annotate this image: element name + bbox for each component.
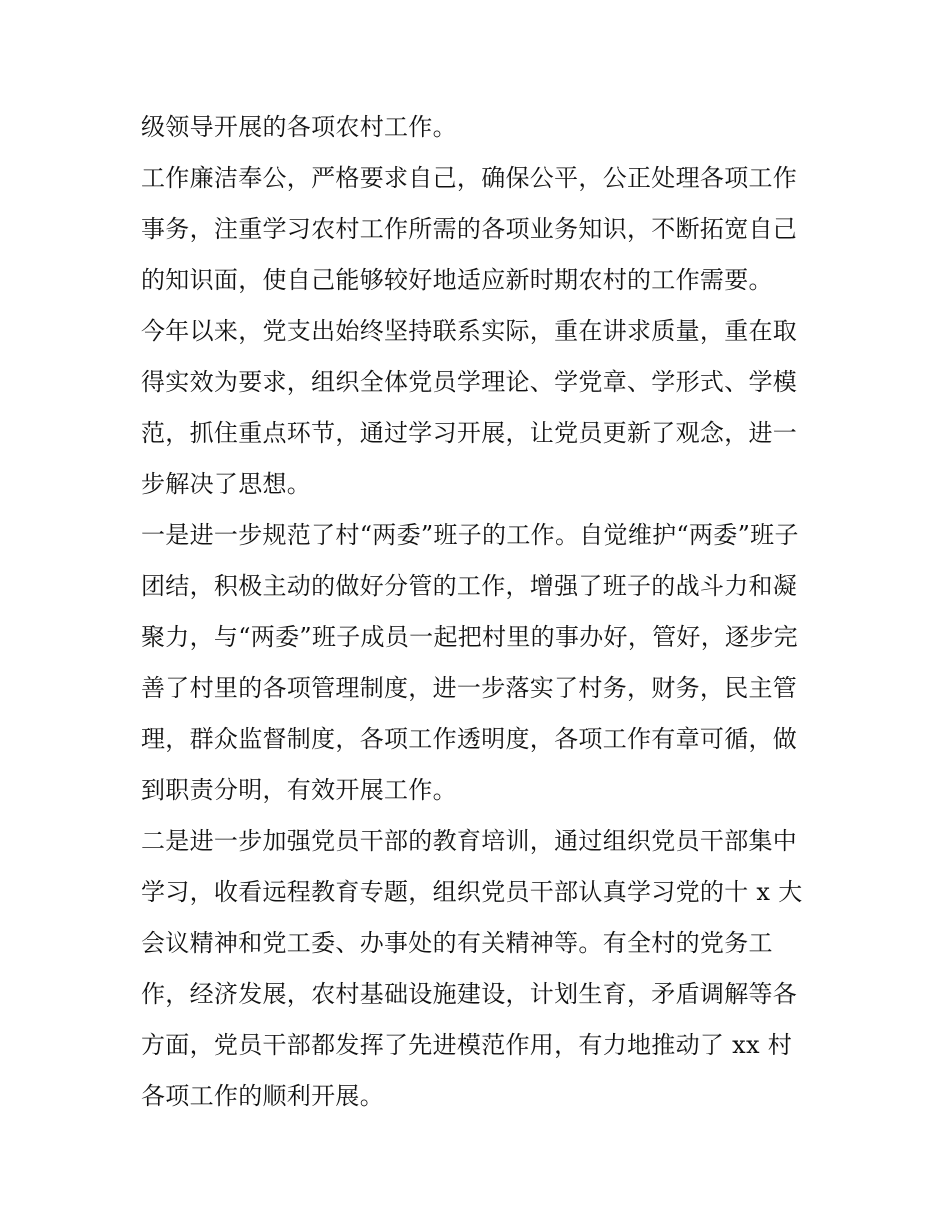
text-line: 聚力，与“两委”班子成员一起把村里的事办好，管好，逐步完 bbox=[141, 623, 798, 651]
text-line: 今年以来，党支出始终坚持联系实际，重在讲求质量，重在取 bbox=[141, 317, 798, 345]
text-line: 一是进一步规范了村“两委”班子的工作。自觉维护“两委”班子 bbox=[141, 521, 799, 549]
text-line: 会议精神和党工委、办事处的有关精神等。有全村的党务工 bbox=[141, 929, 773, 957]
text-line: 二是进一步加强党员干部的教育培训，通过组织党员干部集中 bbox=[141, 827, 798, 855]
text-line: 团结，积极主动的做好分管的工作，增强了班子的战斗力和凝 bbox=[141, 572, 798, 600]
text-line: 的知识面，使自己能够较好地适应新时期农村的工作需要。 bbox=[141, 266, 773, 294]
text-line: 方面，党员干部都发挥了先进模范作用，有力地推动了 xx 村 bbox=[141, 1031, 793, 1059]
text-line: 善了村里的各项管理制度，进一步落实了村务，财务，民主管 bbox=[141, 674, 798, 702]
text-line: 步解决了思想。 bbox=[141, 470, 312, 498]
text-line: 工作廉洁奉公，严格要求自己，确保公平，公正处理各项工作 bbox=[141, 164, 798, 192]
text-line: 各项工作的顺利开展。 bbox=[141, 1082, 384, 1110]
document-body bbox=[141, 102, 821, 1122]
text-line: 学习，收看远程教育专题，组织党员干部认真学习党的十 x 大 bbox=[141, 878, 803, 906]
text-line: 得实效为要求，组织全体党员学理论、学党章、学形式、学模 bbox=[141, 368, 798, 396]
text-line: 到职责分明，有效开展工作。 bbox=[141, 776, 457, 804]
text-line: 级领导开展的各项农村工作。 bbox=[141, 113, 457, 141]
text-line: 作，经济发展，农村基础设施建设，计划生育，矛盾调解等各 bbox=[141, 980, 798, 1008]
text-line: 事务，注重学习农村工作所需的各项业务知识，不断拓宽自己 bbox=[141, 215, 798, 243]
text-line: 范，抓住重点环节，通过学习开展，让党员更新了观念，进一 bbox=[141, 419, 798, 447]
text-line: 理，群众监督制度，各项工作透明度，各项工作有章可循，做 bbox=[141, 725, 798, 753]
